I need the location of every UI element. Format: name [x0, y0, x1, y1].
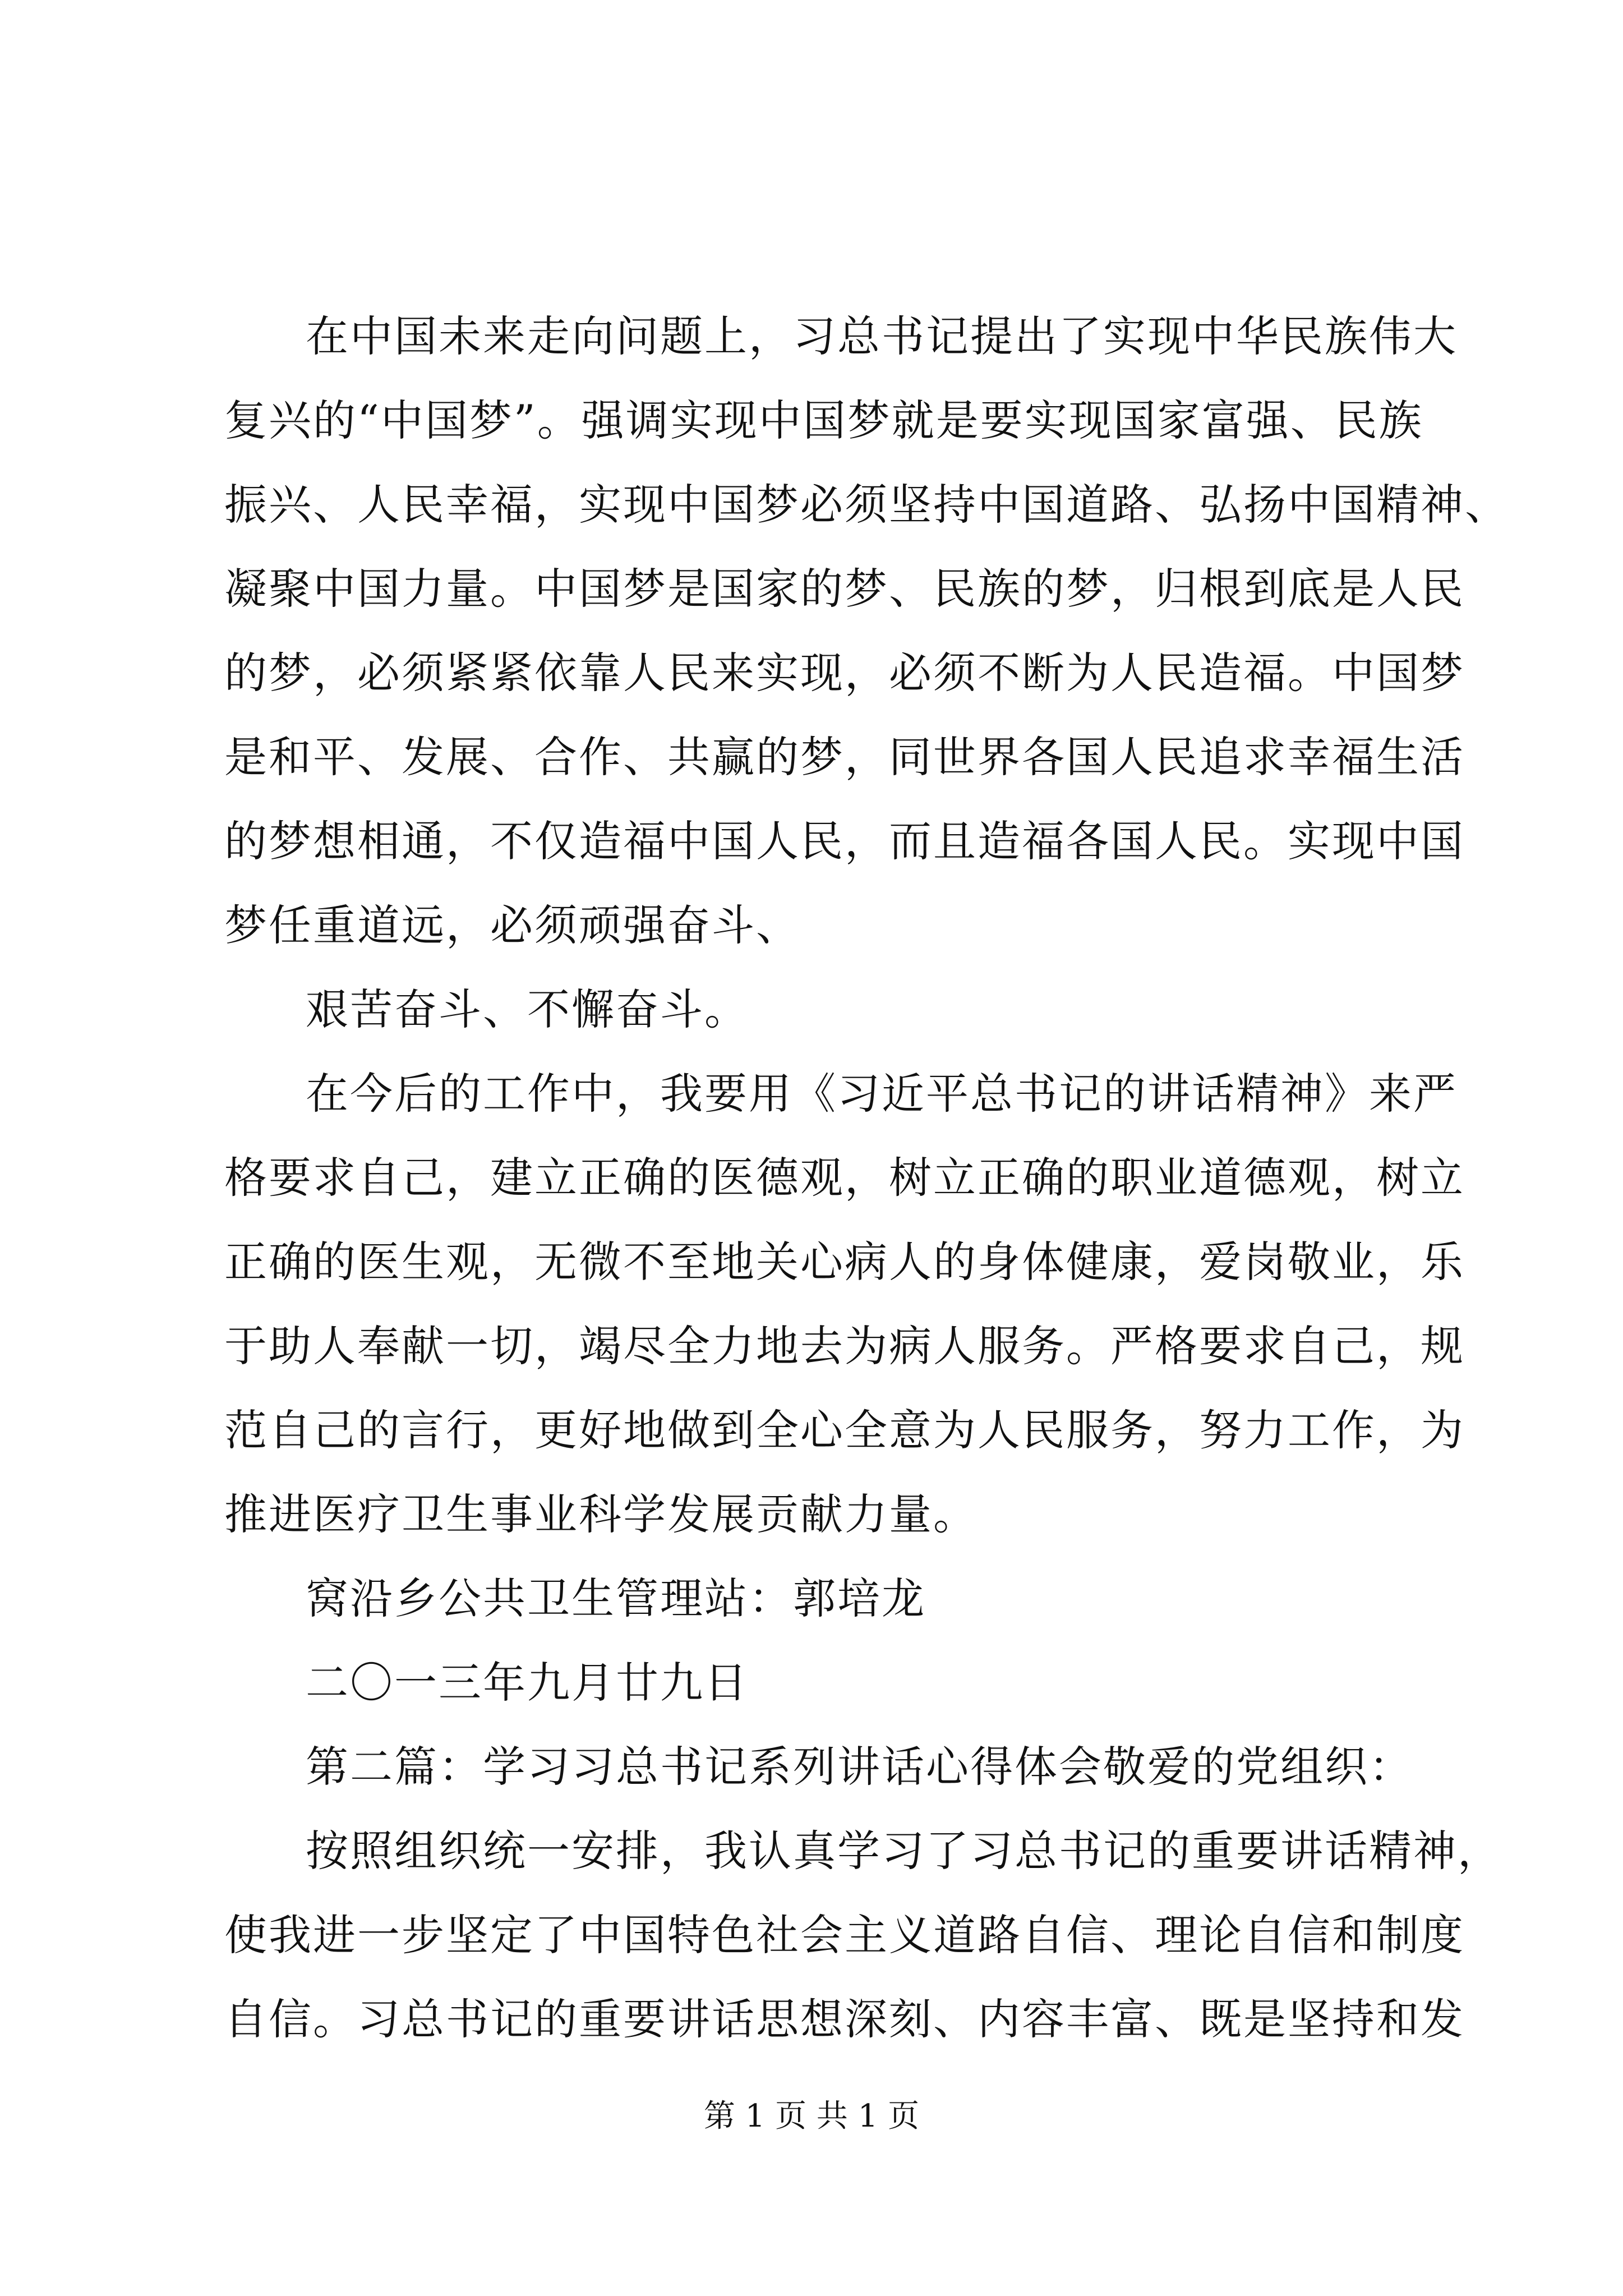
- signature-line: 窝沿乡公共卫生管理站：郭培龙: [306, 1573, 926, 1623]
- text-line: 的梦，必须紧紧依靠人民来实现，必须不断为人民造福。中国梦: [224, 648, 1465, 698]
- text-line: 是和平、发展、合作、共赢的梦，同世界各国人民追求幸福生活: [224, 732, 1465, 782]
- text-line: 在今后的工作中，我要用《习近平总书记的讲话精神》来严: [306, 1069, 1458, 1119]
- text-line: 按照组织统一安排，我认真学习了习总书记的重要讲话精神，: [306, 1826, 1502, 1876]
- text-line: 格要求自己，建立正确的医德观，树立正确的职业道德观，树立: [224, 1153, 1465, 1203]
- text-line: 范自己的言行，更好地做到全心全意为人民服务，努力工作，为: [224, 1405, 1465, 1455]
- text-line: 梦任重道远，必须顽强奋斗、: [224, 900, 800, 950]
- date-line: 二〇一三年九月廿九日: [306, 1658, 749, 1708]
- text-line: 的梦想相通，不仅造福中国人民，而且造福各国人民。实现中国: [224, 816, 1465, 866]
- page-footer: 第 1 页 共 1 页: [703, 2098, 920, 2134]
- text-line: 凝聚中国力量。中国梦是国家的梦、民族的梦，归根到底是人民: [224, 564, 1465, 614]
- text-line: 于助人奉献一切，竭尽全力地去为病人服务。严格要求自己，规: [224, 1321, 1465, 1371]
- text-line: 在中国未来走向问题上，习总书记提出了实现中华民族伟大: [306, 311, 1458, 361]
- text-line: 艰苦奋斗、不懈奋斗。: [306, 984, 749, 1034]
- text-line: 推进医疗卫生事业科学发展贡献力量。: [224, 1489, 978, 1539]
- section-heading: 第二篇：学习习总书记系列讲话心得体会敬爱的党组织：: [306, 1742, 1413, 1792]
- text-line: 自信。习总书记的重要讲话思想深刻、内容丰富、既是坚持和发: [224, 1994, 1465, 2044]
- text-line: 正确的医生观，无微不至地关心病人的身体健康，爱岗敬业，乐: [224, 1237, 1465, 1287]
- text-line: 振兴、人民幸福，实现中国梦必须坚持中国道路、弘扬中国精神、: [224, 480, 1509, 530]
- text-line: 复兴的“中国梦”。强调实现中国梦就是要实现国家富强、民族: [224, 395, 1423, 445]
- text-line: 使我进一步坚定了中国特色社会主义道路自信、理论自信和制度: [224, 1910, 1465, 1960]
